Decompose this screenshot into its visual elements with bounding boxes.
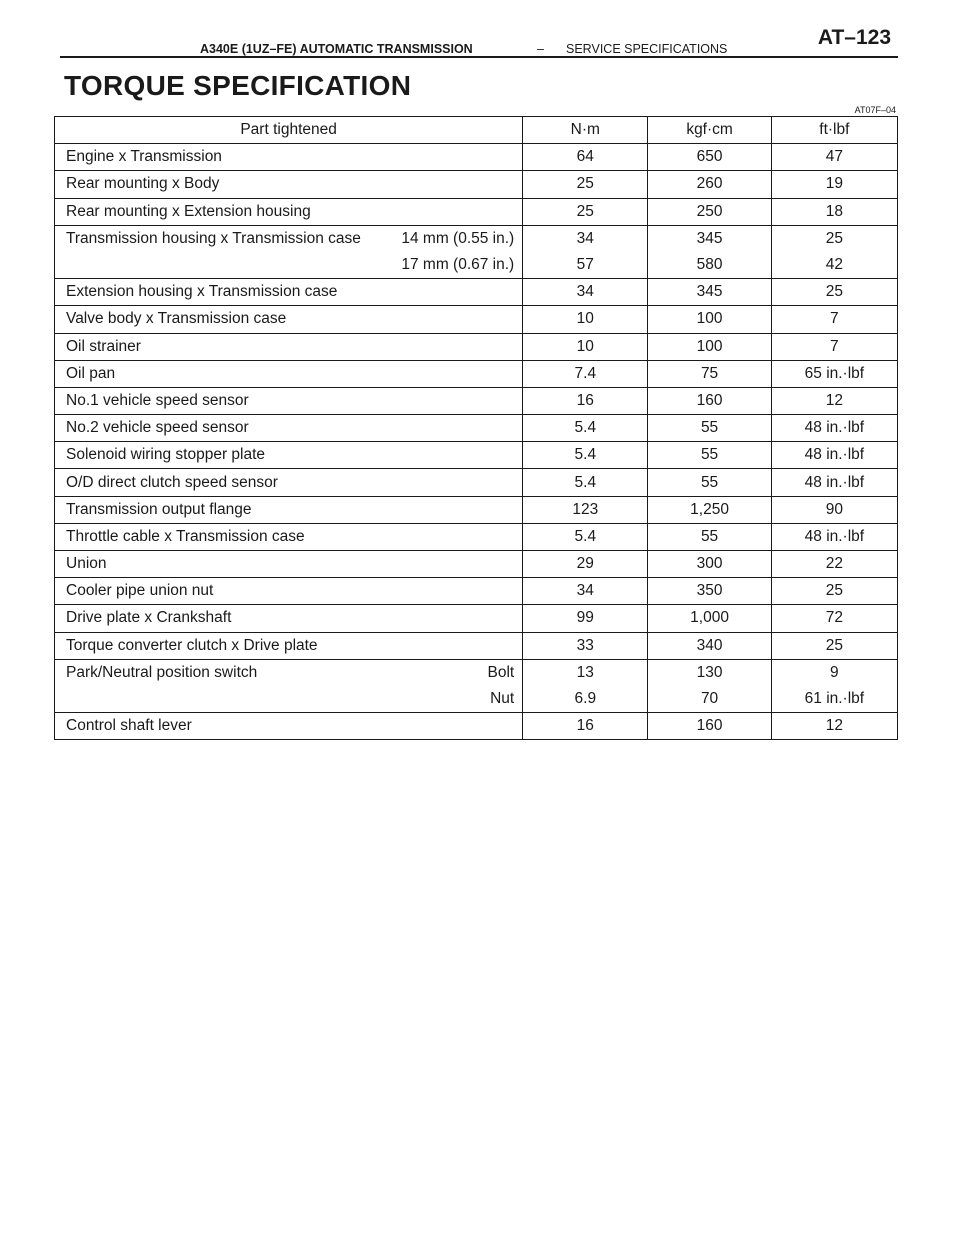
part-cell-content (55, 338, 522, 356)
part-name: Transmission housing x Transmission case (66, 229, 361, 247)
part-cell-content (55, 419, 522, 437)
cell-ftlbf: 22 (771, 551, 897, 578)
part-cell-content (55, 582, 522, 600)
cell-part (55, 415, 523, 442)
part-name: Union (66, 555, 107, 573)
cell-ftlbf: 42 (771, 252, 897, 279)
cell-part (55, 442, 523, 469)
table-header-row (55, 117, 898, 144)
cell-ftlbf: 25 (771, 279, 897, 306)
col-header-ftlbf: ft·lbf (771, 117, 897, 144)
table-row (55, 605, 898, 632)
cell-part (55, 659, 523, 686)
part-cell-content (55, 175, 522, 193)
part-cell-content (55, 310, 522, 328)
cell-nm: 25 (523, 198, 648, 225)
part-qualifier: Bolt (487, 663, 515, 681)
cell-ftlbf: 7 (771, 333, 897, 360)
cell-nm: 5.4 (523, 523, 648, 550)
cell-ftlbf: 19 (771, 171, 897, 198)
cell-part (55, 387, 523, 414)
table-row (55, 686, 898, 713)
cell-kgfcm: 160 (648, 387, 771, 414)
cell-nm: 13 (523, 659, 648, 686)
table-row (55, 144, 898, 171)
table-row (55, 387, 898, 414)
cell-kgfcm: 1,250 (648, 496, 771, 523)
table-row (55, 469, 898, 496)
cell-part (55, 578, 523, 605)
part-cell-content (55, 609, 522, 627)
part-name: Engine x Transmission (66, 148, 222, 166)
cell-kgfcm: 300 (648, 551, 771, 578)
part-name: Extension housing x Transmission case (66, 283, 338, 301)
page-title: TORQUE SPECIFICATION (64, 70, 412, 101)
part-cell-content (55, 365, 522, 383)
cell-part (55, 605, 523, 632)
cell-nm: 29 (523, 551, 648, 578)
cell-ftlbf: 25 (771, 632, 897, 659)
cell-nm: 25 (523, 171, 648, 198)
part-name: Park/Neutral position switch (66, 663, 258, 681)
header-subsection: SERVICE SPECIFICATIONS (566, 42, 728, 56)
cell-kgfcm: 100 (648, 333, 771, 360)
table-row (55, 360, 898, 387)
cell-part (55, 632, 523, 659)
cell-part (55, 551, 523, 578)
cell-nm: 34 (523, 279, 648, 306)
part-qualifier: 17 mm (0.67 in.) (401, 256, 515, 274)
cell-kgfcm: 345 (648, 279, 771, 306)
part-qualifier: 14 mm (0.55 in.) (401, 229, 515, 247)
cell-nm: 6.9 (523, 686, 648, 713)
cell-ftlbf: 7 (771, 306, 897, 333)
part-name: Cooler pipe union nut (66, 582, 214, 600)
cell-part (55, 144, 523, 171)
cell-part (55, 279, 523, 306)
part-name: Valve body x Transmission case (66, 310, 287, 328)
table-row (55, 279, 898, 306)
table-row (55, 523, 898, 550)
table-row (55, 578, 898, 605)
table-row (55, 333, 898, 360)
table-row (55, 225, 898, 252)
cell-ftlbf: 61 in.·lbf (771, 686, 897, 713)
cell-part (55, 252, 523, 279)
table-row (55, 632, 898, 659)
col-header-kgfcm: kgf·cm (648, 117, 771, 144)
part-name: Rear mounting x Extension housing (66, 202, 311, 220)
cell-kgfcm: 650 (648, 144, 771, 171)
cell-nm: 7.4 (523, 360, 648, 387)
table-row (55, 171, 898, 198)
part-cell-content (55, 528, 522, 546)
part-name: Torque converter clutch x Drive plate (66, 636, 318, 654)
part-cell-content (55, 501, 522, 519)
cell-kgfcm: 350 (648, 578, 771, 605)
cell-ftlbf: 65 in.·lbf (771, 360, 897, 387)
cell-part (55, 523, 523, 550)
cell-ftlbf: 48 in.·lbf (771, 442, 897, 469)
part-name: Rear mounting x Body (66, 175, 220, 193)
cell-part (55, 198, 523, 225)
cell-part (55, 713, 523, 740)
cell-part (55, 225, 523, 252)
cell-ftlbf: 90 (771, 496, 897, 523)
cell-kgfcm: 55 (648, 469, 771, 496)
cell-ftlbf: 9 (771, 659, 897, 686)
cell-nm: 34 (523, 225, 648, 252)
cell-nm: 5.4 (523, 469, 648, 496)
table-row (55, 198, 898, 225)
part-name: Control shaft lever (66, 717, 192, 735)
part-cell-content (55, 230, 522, 248)
cell-ftlbf: 48 in.·lbf (771, 415, 897, 442)
cell-ftlbf: 47 (771, 144, 897, 171)
table-row (55, 415, 898, 442)
cell-ftlbf: 25 (771, 225, 897, 252)
part-cell-content (55, 203, 522, 221)
cell-ftlbf: 48 in.·lbf (771, 523, 897, 550)
cell-kgfcm: 1,000 (648, 605, 771, 632)
cell-nm: 99 (523, 605, 648, 632)
page-number: AT–123 (817, 26, 891, 49)
cell-kgfcm: 250 (648, 198, 771, 225)
cell-kgfcm: 260 (648, 171, 771, 198)
cell-kgfcm: 100 (648, 306, 771, 333)
part-cell-content (55, 637, 522, 655)
table-row (55, 252, 898, 279)
cell-nm: 5.4 (523, 415, 648, 442)
part-name: Oil strainer (66, 337, 141, 355)
cell-ftlbf: 25 (771, 578, 897, 605)
cell-part (55, 333, 523, 360)
part-cell-content (55, 392, 522, 410)
torque-spec-table (54, 116, 898, 740)
cell-kgfcm: 75 (648, 360, 771, 387)
part-name: Oil pan (66, 364, 116, 382)
cell-part (55, 360, 523, 387)
table-body (55, 144, 898, 740)
table-row (55, 442, 898, 469)
cell-part (55, 306, 523, 333)
cell-nm: 10 (523, 306, 648, 333)
part-cell-content (55, 446, 522, 464)
header-rule (60, 56, 898, 58)
table-row (55, 551, 898, 578)
cell-nm: 10 (523, 333, 648, 360)
part-cell-content (55, 555, 522, 573)
cell-kgfcm: 70 (648, 686, 771, 713)
document-code: AT07F–04 (854, 105, 896, 115)
part-name: Solenoid wiring stopper plate (66, 446, 266, 464)
table-row (55, 306, 898, 333)
col-header-part: Part tightened (55, 117, 523, 144)
cell-nm: 64 (523, 144, 648, 171)
cell-kgfcm: 55 (648, 523, 771, 550)
cell-ftlbf: 12 (771, 387, 897, 414)
part-name: No.1 vehicle speed sensor (66, 391, 249, 409)
part-cell-content (55, 148, 522, 166)
header-separator: – (537, 42, 544, 56)
cell-nm: 16 (523, 713, 648, 740)
cell-part (55, 496, 523, 523)
cell-nm: 57 (523, 252, 648, 279)
page-header (60, 26, 898, 54)
cell-kgfcm: 55 (648, 442, 771, 469)
col-header-nm: N·m (523, 117, 648, 144)
cell-ftlbf: 12 (771, 713, 897, 740)
cell-part (55, 171, 523, 198)
cell-kgfcm: 345 (648, 225, 771, 252)
table-row (55, 659, 898, 686)
part-cell-content (55, 690, 522, 708)
part-name: Throttle cable x Transmission case (66, 527, 305, 545)
part-name: No.2 vehicle speed sensor (66, 419, 249, 437)
cell-nm: 34 (523, 578, 648, 605)
part-name: Transmission output flange (66, 500, 252, 518)
cell-part (55, 469, 523, 496)
cell-kgfcm: 130 (648, 659, 771, 686)
cell-ftlbf: 72 (771, 605, 897, 632)
cell-kgfcm: 580 (648, 252, 771, 279)
part-cell-content (55, 256, 522, 274)
part-cell-content (55, 283, 522, 301)
cell-nm: 33 (523, 632, 648, 659)
cell-nm: 5.4 (523, 442, 648, 469)
table-row (55, 713, 898, 740)
part-cell-content (55, 474, 522, 492)
cell-part (55, 686, 523, 713)
cell-ftlbf: 48 in.·lbf (771, 469, 897, 496)
cell-nm: 123 (523, 496, 648, 523)
part-qualifier: Nut (490, 690, 515, 708)
cell-kgfcm: 340 (648, 632, 771, 659)
cell-nm: 16 (523, 387, 648, 414)
part-cell-content (55, 664, 522, 682)
part-name: O/D direct clutch speed sensor (66, 473, 278, 491)
table-row (55, 496, 898, 523)
cell-ftlbf: 18 (771, 198, 897, 225)
part-name: Drive plate x Crankshaft (66, 609, 232, 627)
header-section-title: A340E (1UZ–FE) AUTOMATIC TRANSMISSION (200, 42, 473, 56)
cell-kgfcm: 55 (648, 415, 771, 442)
part-cell-content (55, 717, 522, 735)
cell-kgfcm: 160 (648, 713, 771, 740)
